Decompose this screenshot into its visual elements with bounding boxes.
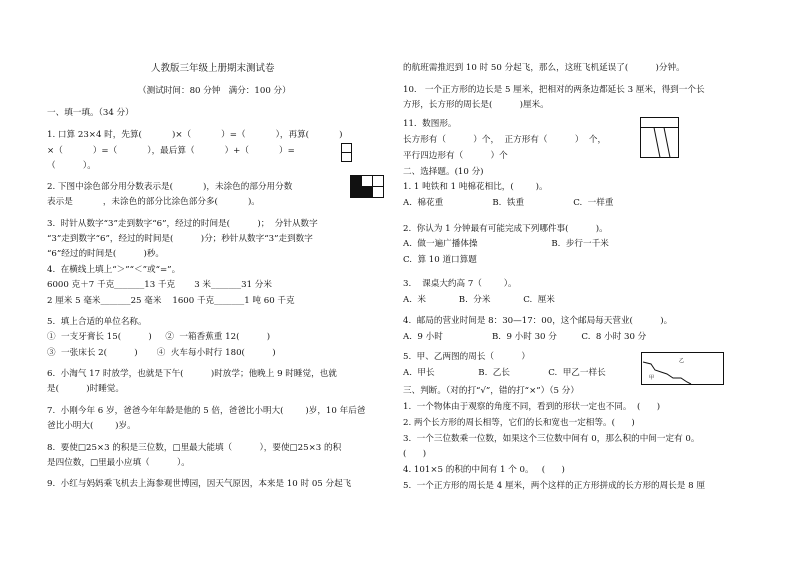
question-7-line-2: 爸比小明大( )岁。 <box>47 421 136 431</box>
question-6-line-2: 是( )时睡觉。 <box>47 384 124 394</box>
shape-count-figure <box>640 117 680 159</box>
question-9-line-2: 的航班需推迟到 10 时 50 分起飞，那么，这班飞机延误了( )分钟。 <box>403 63 685 73</box>
choice-2-options-1: A. 做一遍广播体操 B. 步行一千米 <box>403 239 609 249</box>
judge-1: 1. 一个物体由于观察的角度不同，看到的形状一定也不同。 ( ) <box>403 402 661 412</box>
question-3-line-3: “6”经过的时间是( )秒。 <box>47 249 165 259</box>
question-8-line-1: 8. 要使□25×3 的积是三位数，□里最大能填（ ），要使□25×3 的积 <box>47 443 342 453</box>
question-2-line-2: 表示是 ，未涂色的部分比涂色部分多( )。 <box>47 197 260 207</box>
question-6-line-1: 6. 小淘气 17 时放学，也就是下午( )时放学；他晚上 9 时睡觉，也就 <box>47 369 337 379</box>
question-7-line-1: 7. 小刚今年 6 岁，爸爸今年年龄是他的 5 倍，爸爸比小明大( )岁，10 年后爸 <box>47 406 366 416</box>
unshaded-cell <box>373 176 384 187</box>
choice-3-options: A. 米 B. 分米 C. 厘米 <box>403 295 555 305</box>
figure-label-jia: 甲 <box>649 375 655 381</box>
question-11-line-1: 11. 数图形。 <box>403 119 457 129</box>
shaded-cell <box>351 187 362 198</box>
question-8-line-2: 是四位数，□里最小应填（ ）。 <box>47 458 190 468</box>
choice-4-options: A. 9 小时 B. 9 小时 30 分 C. 8 小时 30 分 <box>403 332 647 342</box>
section-judge-heading: 三、判断。（对的打“√”，错的打“×”）（5 分） <box>403 386 579 396</box>
question-1-line-3: （ ）。 <box>47 161 96 171</box>
perimeter-comparison-figure <box>641 352 725 386</box>
judge-4: 4. 101×5 的积的中间有 1 个 0。 ( ) <box>403 465 565 475</box>
choice-2-options-2: C. 算 10 道口算题 <box>403 255 477 265</box>
page-subtitle: （测试时间：80 分钟 满分：100 分） <box>138 86 291 96</box>
section-choice-heading: 二、选择题。(10 分) <box>403 167 484 177</box>
question-10-line-1: 10. 一个正方形的边长是 5 厘米，把相对的两条边都延长 3 厘米，得到一个长 <box>403 85 705 95</box>
question-1-line-2: ×（ ）=（ ），最后算（ ）+（ ）= <box>47 146 295 156</box>
question-4-line-3: 2 厘米 5 毫米_______25 毫米 1600 千克_______1 吨 60 千克 <box>47 296 295 306</box>
question-10-line-2: 方形，长方形的周长是( )厘米。 <box>403 100 549 110</box>
question-5-line-3: ③ 一张床长 2( ) ④ 火车每小时行 180( ) <box>47 348 276 358</box>
page-title: 人教版三年级上册期末测试卷 <box>151 63 275 74</box>
unshaded-cell <box>373 187 384 198</box>
question-1-line-1: 1. 口算 23×4 时，先算( )×（ ）=（ ），再算( ) <box>47 130 343 140</box>
choice-3-question: 3. 课桌大约高 7（ ）。 <box>403 279 517 289</box>
shaded-cell <box>351 176 362 187</box>
section-fill-in-heading: 一、填一填。（34 分） <box>47 108 134 118</box>
question-4-line-2: 6000 克＋7 千克_______13 千克 3 米_______31 分米 <box>47 280 272 290</box>
choice-1-question: 1. 1 吨铁和 1 吨棉花相比，( )。 <box>403 182 548 192</box>
judge-3-answer: ( ) <box>403 449 427 459</box>
question-11-line-3: 平行四边形有（ ）个 <box>403 151 508 161</box>
question-9-line-1: 9. 小红与妈妈乘飞机去上海参观世博园，因天气原因，本来是 10 时 05 分起飞 <box>47 479 352 489</box>
judge-3: 3. 一个三位数乘一位数，如果这个三位数中间有 0，那么积的中间一定有 0。 <box>403 434 700 444</box>
fraction-grid-figure <box>350 175 384 199</box>
choice-5-question: 5. 甲、乙两图的周长（ ） <box>403 352 530 362</box>
choice-1-options: A. 棉花重 B. 铁重 C. 一样重 <box>403 198 614 208</box>
choice-5-options: A. 甲长 B. 乙长 C. 甲乙一样长 <box>403 368 606 378</box>
judge-5: 5. 一个正方形的周长是 4 厘米，两个这样的正方形拼成的长方形的周长是 8 厘 <box>403 481 705 491</box>
question-3-line-2: “3”走到数字“6”，经过的时间是( )分；秒针从数字“3”走到数字 <box>47 234 313 244</box>
question-2-line-1: 2. 下图中涂色部分用分数表示是( )，未涂色的部分用分数 <box>47 182 293 192</box>
figure-label-yi: 乙 <box>679 358 685 364</box>
choice-4-question: 4. 邮局的营业时间是 8：30—17：00，这个邮局每天营业( )。 <box>403 316 673 326</box>
question-5-line-2: ① 一支牙膏长 15( ) ② 一箱香蕉重 12( ) <box>47 332 271 342</box>
judge-2: 2. 两个长方形的周长相等，它们的长和宽也一定相等。( ) <box>403 418 635 428</box>
question-11-line-2: 长方形有（ ）个， 正方形有（ ） 个， <box>403 135 607 145</box>
shaded-cell <box>362 187 373 198</box>
answer-box-figure <box>341 143 353 163</box>
question-3-line-1: 3. 时针从数字“3”走到数字“6”，经过的时间是( )； 分针从数字 <box>47 219 318 229</box>
question-5-line-1: 5. 填上合适的单位名称。 <box>47 317 147 327</box>
choice-2-question: 2. 你认为 1 分钟最有可能完成下列哪件事( )。 <box>403 224 608 234</box>
unshaded-cell <box>362 176 373 187</box>
question-4-line-1: 4. 在横线上填上“＞”“＜”或“=”。 <box>47 265 181 275</box>
